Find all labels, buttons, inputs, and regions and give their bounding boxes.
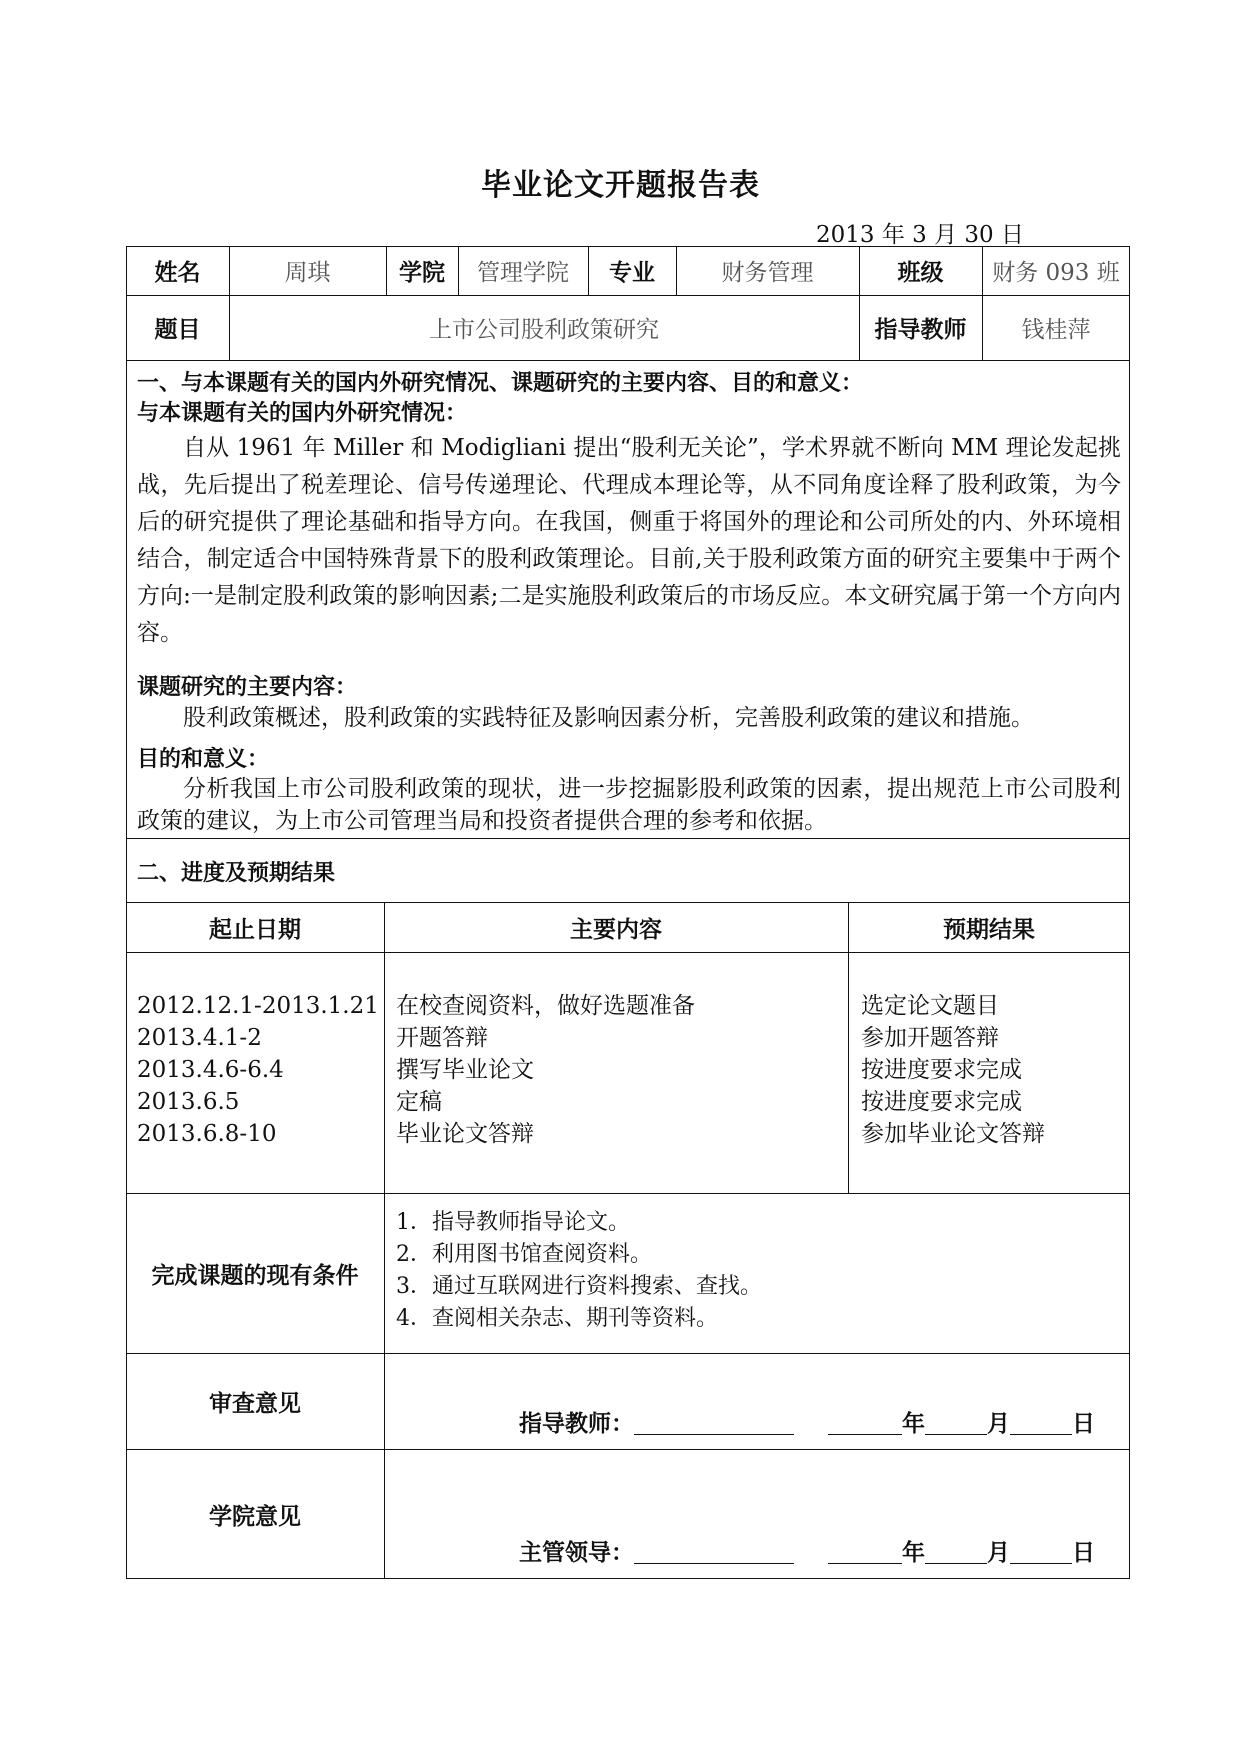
schedule-content: 定稿 [396,1089,442,1115]
condition-item: 4．查阅相关杂志、期刊等资料。 [396,1306,718,1331]
day-label: 日 [1072,1539,1095,1566]
topic-label: 题目 [154,316,201,343]
row-divider [126,952,1130,953]
college-label: 学院 [399,259,445,286]
schedule-result: 参加开题答辩 [861,1025,999,1051]
advisor-signer-label: 指导教师： [519,1410,634,1437]
result-column-header: 预期结果 [943,915,1035,943]
section1-heading: 一、与本课题有关的国内外研究情况、课题研究的主要内容、目的和意义： [137,370,864,396]
col-divider [384,902,385,1579]
class-value: 财务 093 班 [992,260,1120,286]
name-value: 周琪 [284,260,331,286]
conditions-list [396,1207,762,1335]
year-blank[interactable] [828,1541,902,1564]
section2-heading: 二、进度及预期结果 [137,860,336,886]
research-status-text: 自从 1961 年 Miller 和 Modigliani 提出“股利无关论”，学术界就不断向 MM 理论发起挑战，先后提出了税差理论、信号传递理论、代理成本理论等，从不同角度诠释了股利政策，为今后的研究提供了理论基础和指导方向。在我国，侧重于将国外的理论和公司所处的内、外环境相结合，制定适合中国特殊背景下的股利政策理论。目前,关于股利政策方面的研究主要集中于两个方向:一是制定股利政策的影响因素;二是实施股利政策后的市场反应。本文研究属于第一个方向内容。 [137,435,1121,646]
page-title: 毕业论文开题报告表 [481,168,760,203]
review-signature-line [519,1405,1095,1438]
advisor-value: 钱桂萍 [1021,317,1091,343]
schedule-date: 2013.6.8-10 [137,1121,277,1147]
day-blank[interactable] [1010,1541,1072,1564]
purpose-heading: 目的和意义： [137,746,270,772]
schedule-results [861,990,1045,1150]
year-label: 年 [902,1410,925,1437]
month-label: 月 [987,1539,1010,1566]
row-divider [126,360,1130,361]
schedule-content: 毕业论文答辩 [396,1121,534,1147]
year-label: 年 [902,1539,925,1566]
class-label: 班级 [897,259,944,286]
signature-blank[interactable] [634,1412,794,1435]
month-blank[interactable] [925,1412,987,1435]
schedule-content: 在校查阅资料，做好选题准备 [396,993,695,1019]
signature-blank[interactable] [634,1541,794,1564]
schedule-date: 2012.12.1-2013.1.21 [137,993,379,1019]
day-blank[interactable] [1010,1412,1072,1435]
condition-item: 2．利用图书馆查阅资料。 [396,1242,652,1267]
major-value: 财务管理 [721,260,814,286]
advisor-label: 指导教师 [874,316,967,343]
research-status-heading: 与本课题有关的国内外研究情况： [137,400,468,426]
schedule-result: 按进度要求完成 [861,1089,1022,1115]
name-label: 姓名 [154,259,201,286]
day-label: 日 [1072,1410,1095,1437]
schedule-contents [396,990,695,1150]
schedule-content: 撰写毕业论文 [396,1057,534,1083]
conditions-label: 完成课题的现有条件 [151,1261,359,1289]
schedule-date: 2013.6.5 [137,1089,240,1115]
college-opinion-label: 学院意见 [209,1502,301,1530]
condition-item: 3．通过互联网进行资料搜索、查找。 [396,1274,762,1299]
row-divider [126,838,1130,839]
purpose-text: 分析我国上市公司股利政策的现状，进一步挖掘影股利政策的因素，提出规范上市公司股利政策的建议，为上市公司管理当局和投资者提供合理的参考和依据。 [137,776,1121,834]
schedule-content: 开题答辩 [396,1025,488,1051]
schedule-result: 选定论文题目 [861,993,999,1019]
schedule-date: 2013.4.1-2 [137,1025,262,1051]
month-blank[interactable] [925,1541,987,1564]
condition-item: 1．指导教师指导论文。 [396,1210,630,1235]
report-date: 2013 年 3 月 30 日 [816,222,1024,248]
leader-signer-label: 主管领导： [519,1539,634,1566]
dates-column-header: 起止日期 [209,915,301,943]
year-blank[interactable] [828,1412,902,1435]
schedule-dates [137,990,379,1150]
college-value: 管理学院 [477,260,569,286]
schedule-result: 参加毕业论文答辩 [861,1121,1045,1147]
major-label: 专业 [609,259,655,286]
college-signature-line [519,1534,1095,1567]
schedule-date: 2013.4.6-6.4 [137,1057,284,1083]
review-label: 审查意见 [209,1389,301,1417]
topic-value: 上市公司股利政策研究 [429,317,659,343]
schedule-result: 按进度要求完成 [861,1057,1022,1083]
main-content-text: 股利政策概述，股利政策的实践特征及影响因素分析，完善股利政策的建议和措施。 [183,705,1034,731]
content-column-header: 主要内容 [570,915,662,943]
main-content-heading: 课题研究的主要内容： [137,674,358,700]
month-label: 月 [987,1410,1010,1437]
